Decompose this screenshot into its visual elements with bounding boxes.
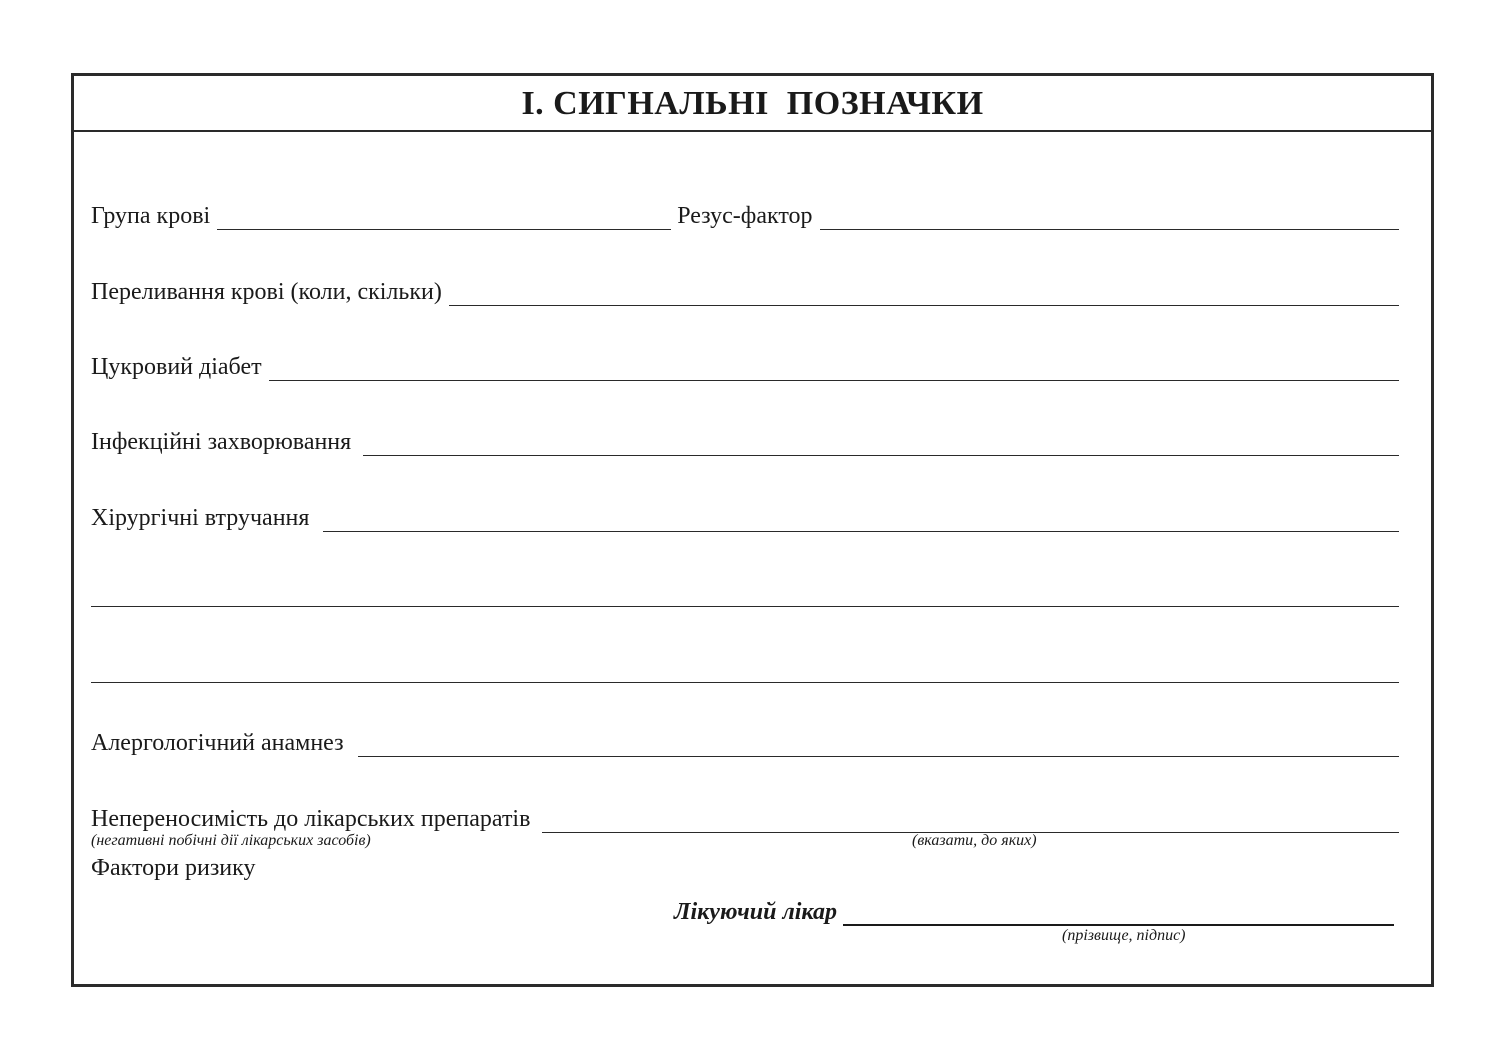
rh-factor-label: Резус-фактор bbox=[677, 203, 813, 229]
diabetes-label: Цукровий діабет bbox=[91, 354, 262, 380]
attending-doctor-field[interactable] bbox=[843, 924, 1394, 926]
intolerance-label: Непереносимість до лікарських препаратів bbox=[91, 806, 531, 832]
blood-group-field[interactable] bbox=[217, 229, 671, 230]
signature-hint: (прізвище, підпис) bbox=[1062, 927, 1186, 944]
diabetes-field[interactable] bbox=[269, 380, 1399, 381]
blank-row-1 bbox=[91, 577, 1399, 607]
diabetes-row bbox=[91, 351, 1399, 381]
rh-factor-field[interactable] bbox=[820, 229, 1399, 230]
blood-group-label: Група крові bbox=[91, 203, 211, 229]
blank-row-2 bbox=[91, 653, 1399, 683]
signature-row bbox=[674, 894, 1394, 926]
form-frame bbox=[71, 73, 1434, 987]
allergy-row bbox=[91, 727, 1399, 757]
allergy-label: Алергологічний анамнез bbox=[91, 730, 344, 756]
surgery-row bbox=[91, 502, 1399, 532]
infections-label: Інфекційні захворювання bbox=[91, 429, 352, 455]
intolerance-hint: (вказати, до яких) bbox=[912, 832, 1037, 849]
transfusion-label: Переливання крові (коли, скільки) bbox=[91, 279, 442, 305]
intolerance-row bbox=[91, 803, 1399, 833]
transfusion-row bbox=[91, 276, 1399, 306]
page-title: I. СИГНАЛЬНІ ПОЗНАЧКИ bbox=[521, 85, 984, 122]
blank-line-1[interactable] bbox=[91, 606, 1399, 607]
allergy-field[interactable] bbox=[358, 756, 1399, 757]
intolerance-note: (негативні побічні дії лікарських засобів) bbox=[91, 832, 371, 849]
infections-row bbox=[91, 426, 1399, 456]
surgery-label: Хірургічні втручання bbox=[91, 505, 310, 531]
title-bar bbox=[74, 76, 1431, 132]
infections-field[interactable] bbox=[363, 455, 1399, 456]
risk-factors-label: Фактори ризику bbox=[91, 855, 256, 881]
blood-row bbox=[91, 200, 1399, 230]
blank-line-2[interactable] bbox=[91, 682, 1399, 683]
transfusion-field[interactable] bbox=[449, 305, 1399, 306]
attending-doctor-label: Лікуючий лікар bbox=[674, 899, 837, 925]
surgery-field[interactable] bbox=[323, 531, 1399, 532]
